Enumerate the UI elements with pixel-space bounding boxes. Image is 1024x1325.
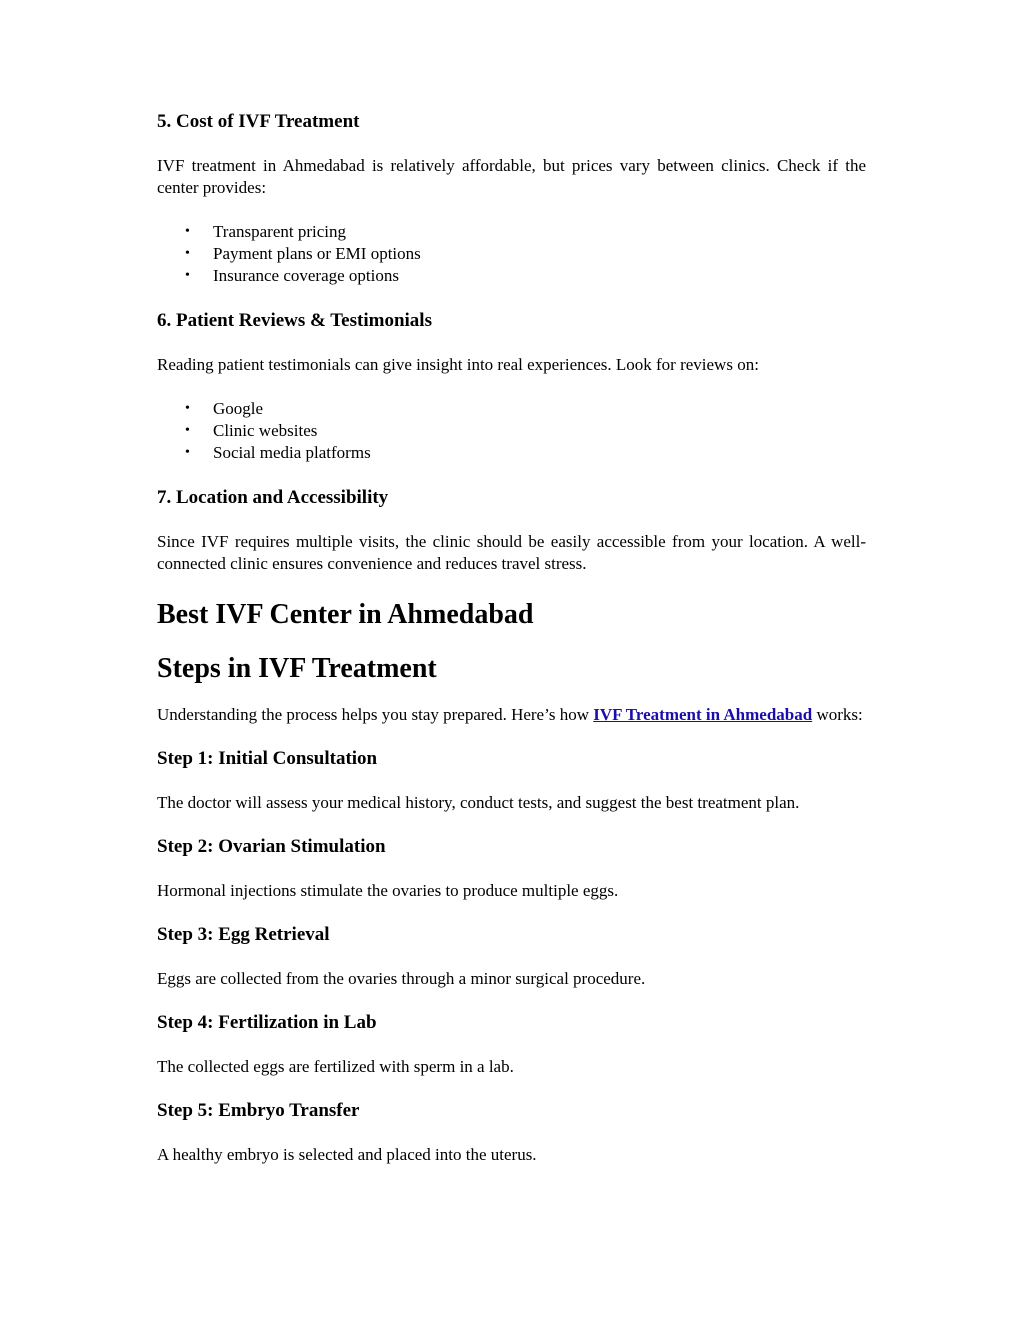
bullet-icon: • [185,445,190,460]
section-paragraph: Reading patient testimonials can give insight into real experiences. Look for reviews on: [157,355,759,374]
list-item: • Social media platforms [185,443,371,462]
bullet-list-cost [157,221,866,287]
page-title-steps: Steps in IVF Treatment [157,653,437,684]
step-paragraph: The collected eggs are fertilized with sperm in a lab. [157,1057,514,1076]
list-item: • Payment plans or EMI options [185,244,421,263]
step-paragraph: A healthy embryo is selected and placed into the uterus. [157,1145,537,1164]
bullet-icon: • [185,246,190,261]
bullet-icon: • [185,401,190,416]
step-paragraph: The doctor will assess your medical history, conduct tests, and suggest the best treatment plan. [157,793,800,812]
step-heading: Step 3: Egg Retrieval [157,924,330,945]
section-heading-location: 7. Location and Accessibility [157,487,389,508]
bullet-icon: • [185,423,190,438]
step-heading: Step 5: Embryo Transfer [157,1100,360,1121]
step-heading: Step 4: Fertilization in Lab [157,1012,377,1033]
list-item: • Google [185,399,264,418]
list-item: • Insurance coverage options [185,266,399,285]
section-heading-reviews: 6. Patient Reviews & Testimonials [157,310,432,331]
list-item: • Transparent pricing [185,222,346,241]
step-heading: Step 1: Initial Consultation [157,748,378,769]
step-heading: Step 2: Ovarian Stimulation [157,836,386,857]
document-page [157,111,866,1166]
section-paragraph: IVF treatment in Ahmedabad is relatively affordable, but prices vary between clinics. Check if the center provides: [157,156,866,197]
ivf-treatment-link[interactable]: IVF Treatment in Ahmedabad [593,705,813,724]
bullet-icon: • [185,268,190,283]
step-paragraph: Hormonal injections stimulate the ovaries to produce multiple eggs. [157,881,619,900]
section-heading-cost: 5. Cost of IVF Treatment [157,111,360,132]
step-paragraph: Eggs are collected from the ovaries through a minor surgical procedure. [157,969,646,988]
steps-intro-paragraph: Understanding the process helps you stay prepared. Here’s how IVF Treatment in Ahmedabad works: [157,705,863,724]
page-title-best-center: Best IVF Center in Ahmedabad [157,599,534,630]
section-paragraph: Since IVF requires multiple visits, the clinic should be easily accessible from your location. A well-connected clinic ensures convenience and reduces travel stress. [157,532,866,573]
bullet-list-reviews [157,398,866,464]
list-item: • Clinic websites [185,421,318,440]
bullet-icon: • [185,224,190,239]
